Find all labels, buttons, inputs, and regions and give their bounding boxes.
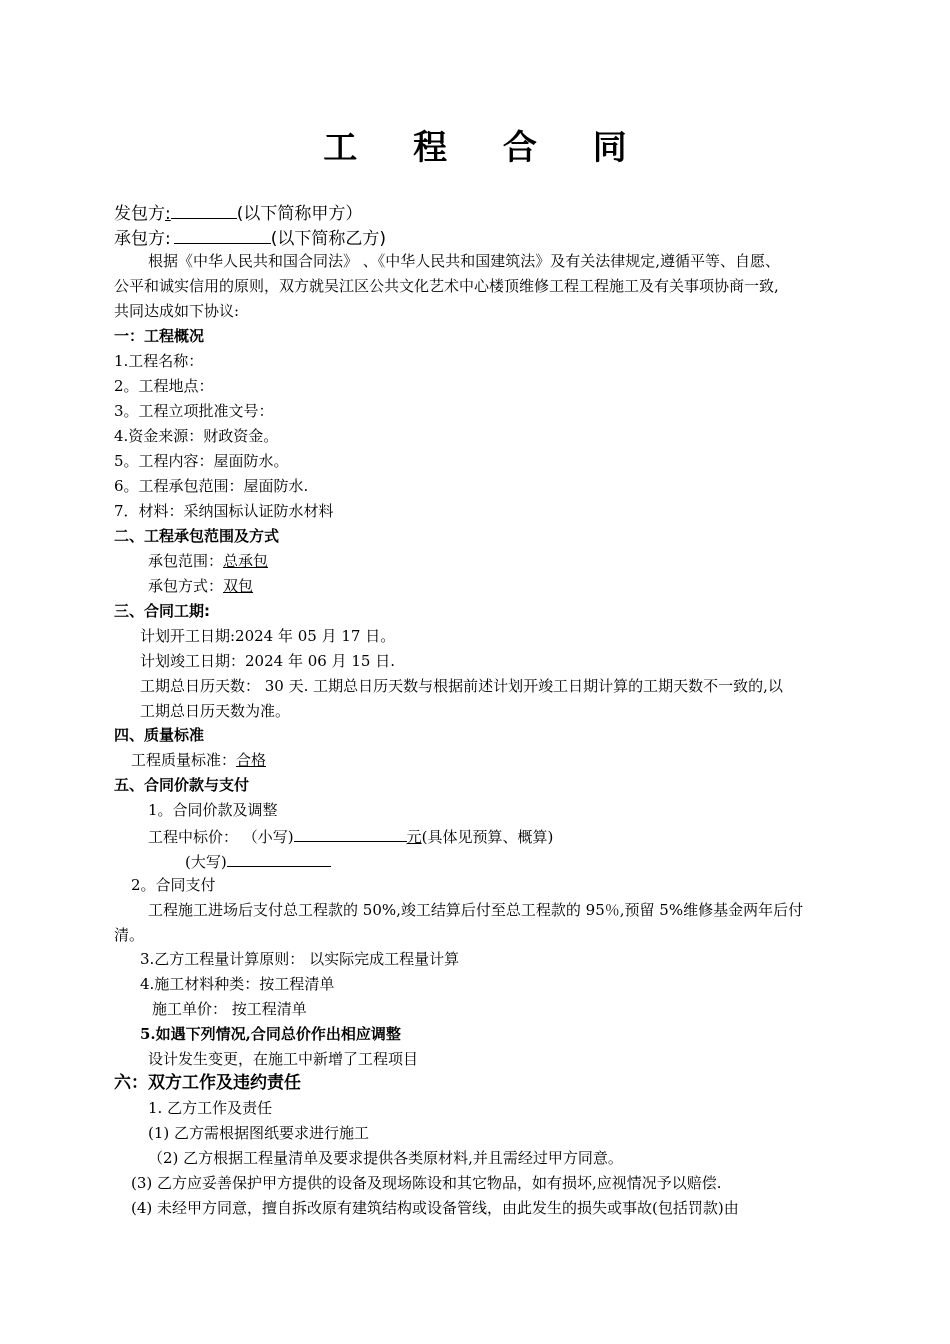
quantity-rule-line: 3.乙方工程量计算原则： 以实际完成工程量计算 <box>140 950 460 968</box>
price-caps-label: (大写) <box>185 853 227 871</box>
overview-item: 1.工程名称： <box>114 352 204 370</box>
section-heading: 四、质量标准 <box>114 726 205 744</box>
mode-value: 双包 <box>223 577 254 595</box>
document-title: 工 程 合 同 <box>323 128 649 168</box>
overview-item: 6。工程承包范围：屋面防水. <box>114 477 309 495</box>
price-line <box>148 824 553 848</box>
price-blank <box>294 824 407 842</box>
price-note: (具体见预算、概算) <box>421 828 554 846</box>
section-heading: 二、工程承包范围及方式 <box>114 527 280 545</box>
adjustment-line: 设计发生变更，在施工中新增了工程项目 <box>148 1050 419 1068</box>
overview-item: 4.资金来源：财政资金。 <box>114 427 279 445</box>
price-caps-blank <box>227 849 331 867</box>
mode-line <box>148 575 253 597</box>
price-unit: 元 <box>406 828 422 846</box>
overview-item: 2。工程地点： <box>114 377 214 395</box>
scope-line <box>148 550 268 572</box>
employer-suffix: (以下简称甲方） <box>236 204 363 224</box>
quality-label: 工程质量标准： <box>131 751 237 769</box>
contractor-blank <box>174 226 271 244</box>
overview-item: 5。工程内容：屋面防水。 <box>114 452 289 470</box>
preamble-line: 公平和诚实信用的原则，双方就吴江区公共文化艺术中心楼顶维修工程工程施工及有关事项协商一致, <box>114 277 779 295</box>
employer-line <box>114 201 362 225</box>
payment-line: 清。 <box>114 926 145 944</box>
end-date-line: 计划竣工日期：2024 年 06 月 15 日. <box>140 652 395 670</box>
section-heading: 三、合同工期: <box>114 602 210 620</box>
start-date-line: 计划开工日期:2024 年 05 月 17 日。 <box>140 627 396 645</box>
adjustment-heading: 5.如遇下列情况,合同总价作出相应调整 <box>140 1025 401 1043</box>
duty-item: (3) 乙方应妥善保护甲方提供的设备及现场陈设和其它物品，如有损坏,应视情况予以赔偿. <box>131 1174 722 1192</box>
duty-item: (4) 未经甲方同意，擅自拆改原有建筑结构或设备管线，由此发生的损失或事故(包括罚款)由 <box>131 1199 739 1217</box>
contractor-suffix: (以下简称乙方) <box>270 229 386 249</box>
price-label: 工程中标价： （小写) <box>148 828 294 846</box>
overview-item: 3。工程立项批准文号： <box>114 402 274 420</box>
material-type-line: 4.施工材料种类：按工程清单 <box>140 975 335 993</box>
duties-subheading: 1. 乙方工作及责任 <box>148 1099 273 1117</box>
section-heading: 一：工程概况 <box>114 327 205 345</box>
duration-line: 工期总日历天数： 30 天. 工期总日历天数与根据前述计划开竣工日期计算的工期天数不一致的,以 <box>140 677 783 695</box>
section-heading: 六：双方工作及违约责任 <box>114 1073 301 1093</box>
section-heading: 五、合同价款与支付 <box>114 776 250 794</box>
mode-label: 承包方式： <box>148 577 224 595</box>
scope-label: 承包范围： <box>148 552 224 570</box>
payment-subheading: 2。合同支付 <box>131 876 216 894</box>
scope-value: 总承包 <box>223 552 269 570</box>
unit-price-line: 施工单价： 按工程清单 <box>152 1000 307 1018</box>
duty-item: (1) 乙方需根据图纸要求进行施工 <box>148 1124 370 1142</box>
employer-colon: : <box>165 204 171 224</box>
quality-value: 合格 <box>236 751 267 769</box>
duration-line: 工期总日历天数为准。 <box>140 702 291 720</box>
contractor-colon: : <box>165 229 171 249</box>
overview-item: 7．材料：采纳国标认证防水材料 <box>114 502 334 520</box>
contractor-label: 承包方 <box>114 229 165 249</box>
price-caps-line <box>185 849 331 873</box>
preamble-line: 根据《中华人民共和国合同法》 、《中华人民共和国建筑法》及有关法律规定,遵循平等、自愿、 <box>148 252 781 270</box>
employer-label: 发包方 <box>114 204 165 224</box>
payment-line: 工程施工进场后支付总工程款的 50%,竣工结算后付至总工程款的 95％,预留 5%维修基金两年后付 <box>148 901 804 919</box>
duty-item: （2) 乙方根据工程量清单及要求提供各类原材料,并且需经过甲方同意。 <box>148 1149 623 1167</box>
employer-blank <box>171 201 237 219</box>
contractor-line <box>114 226 386 250</box>
price-subheading: 1。合同价款及调整 <box>148 801 278 819</box>
preamble-line: 共同达成如下协议: <box>114 302 240 320</box>
quality-line <box>131 749 266 771</box>
